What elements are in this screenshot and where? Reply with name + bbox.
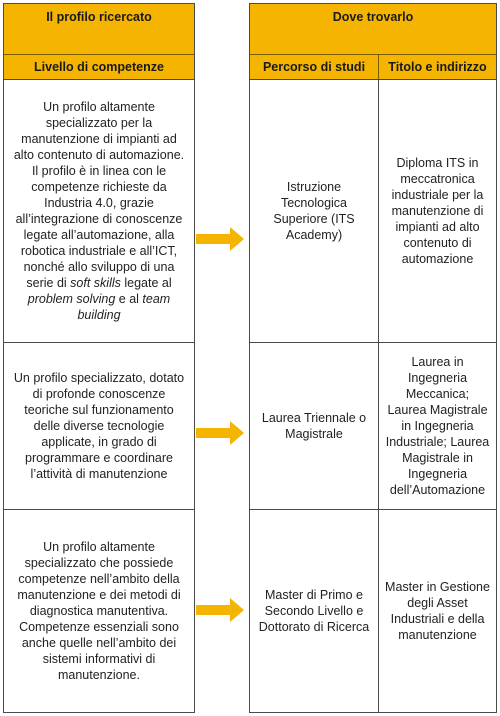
right-header-col-divider bbox=[378, 55, 379, 79]
row3-title bbox=[379, 510, 496, 712]
row1-profile-teambuilding: team building bbox=[77, 292, 171, 322]
arrow-right-icon bbox=[196, 597, 246, 623]
row3-profile-text: Un profilo altamente specializzato che possiede competenze nell’ambito della manutenzione e dei metodi di diagnostica manutentiva. Competenze essenziali sono anche quelle nell’ambito dei sistemi informativi di manutenzione. bbox=[17, 540, 181, 682]
row1-path bbox=[250, 80, 378, 342]
row2-path-text: Laurea Triennale o Magistrale bbox=[261, 411, 367, 441]
row2-title-text: Laurea in Ingegneria Meccanica; Laurea Magistrale in Ingegneria Industriale; Laurea Magistrale in Ingegneria dell’Automazione bbox=[385, 355, 490, 497]
right-header-col2: Titolo e indirizzo bbox=[379, 55, 496, 79]
left-header-subtitle: Livello di competenze bbox=[4, 55, 194, 79]
row1-title-text: Diploma ITS in meccatronica industriale per la manutenzione di impianti ad alto contenuto di automazione bbox=[391, 156, 484, 266]
row1-profile-text: Un profilo altamente specializzato per la manutenzione di impianti ad alto contenuto di automazione. Il profilo è in linea con le competenze richieste da Industria 4.0, grazie all’integrazione di conoscenze legate all’automazione, alla robotica industriale e all’ICT, nonché allo sviluppo di una serie di bbox=[13, 100, 185, 290]
row1-profile-softskills: soft skills bbox=[70, 276, 121, 290]
row1-title bbox=[379, 80, 496, 342]
arrow-right-icon bbox=[196, 226, 246, 252]
row2-profile bbox=[4, 343, 194, 509]
row1-profile bbox=[4, 80, 194, 342]
row1-profile-text3: e al bbox=[115, 292, 143, 306]
right-header-col1: Percorso di studi bbox=[250, 55, 378, 79]
left-header-title: Il profilo ricercato bbox=[4, 4, 194, 54]
row3-path bbox=[250, 510, 378, 712]
row1-profile-text2: legate al bbox=[120, 276, 172, 290]
row3-path-text: Master di Primo e Secondo Livello e Dottorato di Ricerca bbox=[258, 588, 370, 634]
row1-profile-problemsolving: problem solving bbox=[27, 292, 116, 306]
row2-title bbox=[379, 343, 496, 509]
row3-title-text: Master in Gestione degli Asset Industriali e della manutenzione bbox=[385, 580, 490, 642]
row1-path-text: Istruzione Tecnologica Superiore (ITS Academy) bbox=[273, 180, 355, 242]
row2-profile-text: Un profilo specializzato, dotato di profonde conoscenze teoriche sul funzionamento delle diverse tecnologie applicate, in grado di programmare e coordinare l’attività di manutenzione bbox=[13, 371, 185, 481]
right-header-title: Dove trovarlo bbox=[250, 4, 496, 54]
row3-profile bbox=[4, 510, 194, 712]
arrow-right-icon bbox=[196, 420, 246, 446]
row2-path bbox=[250, 343, 378, 509]
